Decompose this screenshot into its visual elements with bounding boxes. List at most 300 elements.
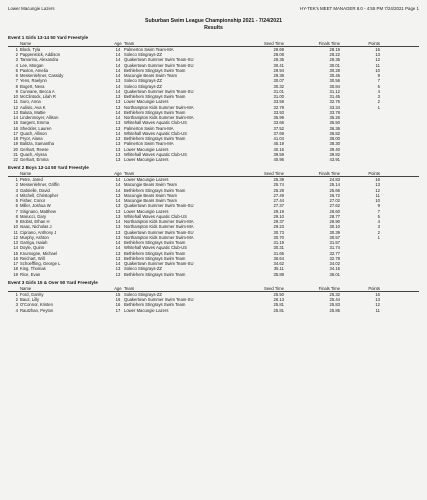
age-cell: 13 xyxy=(115,151,121,157)
finals-time-cell: 30.45 xyxy=(329,73,340,79)
swimmer-name-cell: Cipriano, Anthony J xyxy=(20,229,57,235)
points-cell: 1 xyxy=(377,234,380,240)
age-cell: 13 xyxy=(115,94,121,100)
points-cell: 7 xyxy=(377,78,380,84)
team-cell: Bethlehem Stingrays Swim Team xyxy=(124,67,186,73)
swimmer-name-cell: Bauz, Lilly xyxy=(20,297,40,303)
points-cell: 9 xyxy=(377,203,380,209)
swimmer-name-cell: Marucci, Gary xyxy=(20,213,47,219)
team-cell: Northampton Kids Summer Swim-MA xyxy=(124,234,194,240)
points-cell: 9 xyxy=(377,73,380,79)
age-cell: 14 xyxy=(115,219,121,225)
column-header-seed-time: Seed Time xyxy=(263,285,284,291)
team-cell: Bethlehem Stingrays Swim Team xyxy=(124,302,186,308)
finals-time-cell: 31.12 xyxy=(329,88,340,94)
place-cell: 15 xyxy=(13,120,18,126)
team-cell: Whitehall Waves Aquatic Club-US xyxy=(124,213,187,219)
place-cell: 6 xyxy=(15,73,18,79)
event-section xyxy=(8,35,419,162)
events-container xyxy=(8,35,419,313)
age-cell: 14 xyxy=(115,130,121,136)
age-cell: 14 xyxy=(115,52,121,58)
team-cell: Northampton Kids Summer Swim-MA xyxy=(124,224,194,230)
seed-time-cell: 36.64 xyxy=(273,255,284,261)
place-cell: 11 xyxy=(13,99,18,105)
age-cell: 14 xyxy=(115,240,121,246)
column-header-age: Age xyxy=(114,40,122,46)
place-cell: 11 xyxy=(13,229,18,235)
team-cell: Lower Macungie Lazers xyxy=(124,177,169,183)
column-header-finals-time: Finals Time xyxy=(318,285,340,291)
swimmer-name-cell: Rautzhan, Peyton xyxy=(20,307,54,313)
age-cell: 13 xyxy=(115,203,121,209)
column-header-seed-time: Seed Time xyxy=(263,170,284,176)
place-cell: 10 xyxy=(13,94,18,100)
swimmer-name-cell: Messenlehner, Griffin xyxy=(20,182,60,188)
team-cell: Quakertown Summer Swim Team-SU xyxy=(124,62,194,68)
page-header xyxy=(8,6,419,12)
seed-time-cell: 30.32 xyxy=(273,83,284,89)
header-spacer xyxy=(8,286,20,291)
finals-time-cell: 35.26 xyxy=(329,115,340,121)
team-cell: Lower Macungie Lazers xyxy=(124,99,169,105)
age-cell: 14 xyxy=(115,177,121,183)
finals-time-cell: 28.60 xyxy=(329,208,340,214)
event-title: Event 1 Girls 13-14 50 Yard Freestyle xyxy=(8,35,89,40)
column-header-age: Age xyxy=(114,170,122,176)
swimmer-name-cell: Baluta, Mattie xyxy=(20,109,46,115)
header-spacer xyxy=(8,171,20,176)
finals-time-cell: 36.01 xyxy=(329,271,340,277)
place-cell: 17 xyxy=(13,261,18,267)
age-cell: 14 xyxy=(115,88,121,94)
place-cell: 18 xyxy=(13,266,18,272)
seed-time-cell: 25.81 xyxy=(273,307,284,313)
place-cell: 16 xyxy=(13,255,18,261)
finals-time-cell: 25.85 xyxy=(329,307,340,313)
age-cell: 13 xyxy=(115,208,121,214)
points-cell: 4 xyxy=(377,88,380,94)
team-cell: Quakertown Summer Swim Team-SU xyxy=(124,203,194,209)
result-row xyxy=(8,157,419,162)
event-section xyxy=(8,165,419,277)
place-cell: 19 xyxy=(13,271,18,277)
swimmer-name-cell: Suro, Anna xyxy=(20,99,41,105)
swimmer-name-cell: Ford, Garrity xyxy=(20,291,44,297)
swimmer-name-cell: Sirignano, Matthew xyxy=(20,208,56,214)
swimmer-name-cell: Knumogne, Michael xyxy=(20,250,58,256)
team-cell: Quakertown Summer Swim Team-SU xyxy=(124,57,194,63)
swimmer-name-cell: Lindenmoyer, Allison xyxy=(20,115,59,121)
seed-time-cell: 32.79 xyxy=(273,104,284,110)
place-cell: 12 xyxy=(13,234,18,240)
swimmer-name-cell: O'Connor, Kristen xyxy=(20,302,53,308)
age-cell: 13 xyxy=(115,229,121,235)
team-cell: Bethlehem Stingrays Swim Team xyxy=(124,255,186,261)
swimmer-name-cell: Miller, Joshua W xyxy=(20,203,51,209)
finals-time-cell: 25.32 xyxy=(329,291,340,297)
team-cell: Lower Macungie Lazers xyxy=(124,307,169,313)
swimmer-name-cell: Cunnane, Becca A xyxy=(20,88,55,94)
seed-time-cell: 30.31 xyxy=(273,245,284,251)
seed-time-cell: 30.73 xyxy=(273,229,284,235)
team-cell: Bethlehem Stingrays Swim Team xyxy=(124,109,186,115)
points-cell: 10 xyxy=(375,198,380,204)
swimmer-name-cell: Messenlehner, Cassidy xyxy=(20,73,64,79)
place-cell: 4 xyxy=(15,307,18,313)
age-cell: 13 xyxy=(115,255,121,261)
header-software: HY-TEK's MEET MANAGER 8.0 - 4:55 PM 7/24/2021 Page 1 xyxy=(300,6,419,11)
team-cell: Lower Macungie Lazers xyxy=(124,208,169,214)
seed-time-cell: 25.50 xyxy=(273,291,284,297)
team-cell: Macungie Bears Swim Team xyxy=(124,198,177,204)
team-cell: Soleco Stingrays-ZZ xyxy=(124,83,162,89)
finals-time-cell: 36.36 xyxy=(329,125,340,131)
meet-title: Suburban Swim League Championship 2021 - 7/24/2021 xyxy=(145,18,282,24)
place-cell: 1 xyxy=(15,177,18,183)
column-header-finals-time: Finals Time xyxy=(318,40,340,46)
age-cell: 13 xyxy=(115,157,121,163)
finals-time-cell: 38.00 xyxy=(329,136,340,142)
points-cell: 7 xyxy=(377,208,380,214)
seed-time-cell: 40.96 xyxy=(273,157,284,163)
age-cell: 17 xyxy=(115,307,121,313)
age-cell: 16 xyxy=(115,302,121,308)
age-cell: 13 xyxy=(115,125,121,131)
team-cell: Macungie Bears Swim Team xyxy=(124,182,177,188)
team-cell: Bethlehem Stingrays Swim Team xyxy=(124,94,186,100)
age-cell: 13 xyxy=(115,213,121,219)
place-cell: 10 xyxy=(13,224,18,230)
swimmer-name-cell: Pappenstick, Addison xyxy=(20,52,61,58)
column-header-age: Age xyxy=(114,285,122,291)
age-cell: 14 xyxy=(115,261,121,267)
finals-time-cell: 24.83 xyxy=(329,177,340,183)
place-cell: 7 xyxy=(15,78,18,84)
swimmer-name-cell: Pryor, Alana xyxy=(20,136,43,142)
age-cell: 13 xyxy=(115,78,121,84)
team-cell: Northampton Kids Summer Swim-MA xyxy=(124,115,194,121)
seed-time-cell: 29.69 xyxy=(273,46,284,52)
seed-time-cell: 29.19 xyxy=(273,208,284,214)
column-header-points: Points xyxy=(368,40,380,46)
team-cell: Quakertown Summer Swim Team-SU xyxy=(124,88,194,94)
points-cell: 12 xyxy=(375,57,380,63)
team-cell: Northampton Kids Summer Swim-MA xyxy=(124,219,194,225)
finals-time-cell: 25.14 xyxy=(329,182,340,188)
points-cell: 2 xyxy=(377,229,380,235)
points-cell: 3 xyxy=(377,94,380,100)
header-spacer xyxy=(8,41,20,46)
points-cell: 16 xyxy=(375,291,380,297)
finals-time-cell: 31.45 xyxy=(329,94,340,100)
points-cell: 4 xyxy=(377,219,380,225)
points-cell: 12 xyxy=(375,302,380,308)
swimmer-name-cell: Tamorino, Alexandra xyxy=(20,57,59,63)
age-cell: 14 xyxy=(115,115,121,121)
seed-time-cell: 45.19 xyxy=(273,141,284,147)
seed-time-cell: 29.37 xyxy=(273,219,284,225)
age-cell: 16 xyxy=(115,297,121,303)
finals-time-cell: 33.78 xyxy=(329,109,340,115)
team-cell: Macungie Bears Swim Team xyxy=(124,192,177,198)
age-cell: 13 xyxy=(115,192,121,198)
points-cell: 13 xyxy=(375,297,380,303)
seed-time-cell: 28.35 xyxy=(273,57,284,63)
swimmer-name-cell: Paxton, Amelia xyxy=(20,67,48,73)
points-cell: 11 xyxy=(375,192,380,198)
age-cell: 13 xyxy=(115,271,121,277)
age-cell: 15 xyxy=(115,291,121,297)
team-cell: Quakertown Summer Swim Team-SU xyxy=(124,261,194,267)
column-header-team: Team xyxy=(124,170,135,176)
swimmer-name-cell: Doyle, Quinn xyxy=(20,245,45,251)
points-cell xyxy=(340,272,380,277)
team-cell: Palmerton Swim Team-MA xyxy=(124,125,174,131)
seed-time-cell: 27.44 xyxy=(273,198,284,204)
finals-time-cell: 27.02 xyxy=(329,198,340,204)
age-cell: 14 xyxy=(115,62,121,68)
team-cell: Bethlehem Stingrays Swim Team xyxy=(124,187,186,193)
swimmer-name-cell: Isaac, Nicholas J xyxy=(20,224,52,230)
seed-time-cell: 33.59 xyxy=(273,99,284,105)
seed-time-cell: 29.94 xyxy=(273,67,284,73)
place-cell: 1 xyxy=(15,46,18,52)
points-cell: 11 xyxy=(375,62,380,68)
points-cell: 13 xyxy=(375,182,380,188)
place-cell: 5 xyxy=(15,67,18,73)
finals-time-cell: 28.22 xyxy=(329,52,340,58)
finals-time-cell: 32.77 xyxy=(329,250,340,256)
place-cell: 14 xyxy=(13,245,18,251)
finals-time-cell: 27.62 xyxy=(329,203,340,209)
age-cell: 13 xyxy=(115,136,121,142)
place-cell: 3 xyxy=(15,57,18,63)
team-cell: Northampton Kids Summer Swim-MA xyxy=(124,104,194,110)
event-section xyxy=(8,280,419,313)
points-cell: 16 xyxy=(375,177,380,183)
age-cell: 13 xyxy=(115,146,121,152)
team-cell: Bethlehem Stingrays Swim Team xyxy=(124,240,186,246)
finals-time-cell: 34.15 xyxy=(329,266,340,272)
place-cell: 13 xyxy=(13,240,18,246)
swimmer-name-cell: Bogert, Neva xyxy=(20,83,45,89)
seed-time-cell: 39.59 xyxy=(273,151,284,157)
seed-time-cell: 25.81 xyxy=(273,302,284,308)
seed-time-cell: 33.93 xyxy=(273,109,284,115)
team-cell: Soleco Stingrays-ZZ xyxy=(124,291,162,297)
team-cell: Bethlehem Stingrays Swim Team xyxy=(124,136,186,142)
finals-time-cell: 25.83 xyxy=(329,302,340,308)
seed-time-cell: 26.13 xyxy=(273,297,284,303)
team-cell: Bethlehem Stingrays Swim Team xyxy=(124,250,186,256)
column-header-name: Name xyxy=(20,170,32,176)
place-cell: 15 xyxy=(13,250,18,256)
swimmer-name-cell: Gerhart, Emma xyxy=(20,157,49,163)
finals-time-cell: 25.44 xyxy=(329,297,340,303)
team-cell: Soleco Stingrays-ZZ xyxy=(124,52,162,58)
finals-time-cell: 32.78 xyxy=(329,255,340,261)
place-cell: 16 xyxy=(13,125,18,131)
finals-time-cell: 26.72 xyxy=(329,192,340,198)
finals-time-cell: 30.57 xyxy=(329,234,340,240)
seed-time-cell: 30.07 xyxy=(273,78,284,84)
swimmer-name-cell: Petre, Jared xyxy=(20,177,43,183)
swimmer-name-cell: Sheckler, Lauren xyxy=(20,125,52,131)
column-header-team: Team xyxy=(124,40,135,46)
column-header-finals-time: Finals Time xyxy=(318,170,340,176)
place-cell: 7 xyxy=(15,208,18,214)
result-row xyxy=(8,272,419,277)
seed-time-cell: 25.74 xyxy=(273,182,284,188)
seed-time-cell: 28.08 xyxy=(273,52,284,58)
points-cell: 3 xyxy=(377,224,380,230)
seed-time-cell: 41.04 xyxy=(273,136,284,142)
age-cell: 13 xyxy=(115,266,121,272)
swimmer-name-cell: Gabrielle, David xyxy=(20,187,50,193)
column-header-name: Name xyxy=(20,40,32,46)
age-cell: 14 xyxy=(115,83,121,89)
team-cell: Soleco Stingrays-ZZ xyxy=(124,266,162,272)
swimmer-name-cell: Schoeffling, George L xyxy=(20,261,61,267)
age-cell: 13 xyxy=(115,141,121,147)
swimmer-name-cell: Aulisio, Ava K xyxy=(20,104,46,110)
points-cell: 12 xyxy=(375,187,380,193)
place-cell: 2 xyxy=(15,182,18,188)
finals-time-cell: 28.77 xyxy=(329,213,340,219)
seed-time-cell: 25.28 xyxy=(273,187,284,193)
column-header-name: Name xyxy=(20,285,32,291)
age-cell: 14 xyxy=(115,46,121,52)
place-cell: 17 xyxy=(13,130,18,136)
seed-time-cell: 30.70 xyxy=(273,234,284,240)
seed-time-cell: 35.11 xyxy=(273,266,284,272)
swimmer-name-cell: Murphy, Ashton xyxy=(20,234,49,240)
points-cell: 5 xyxy=(377,213,380,219)
place-cell: 22 xyxy=(13,157,18,163)
finals-time-cell: 39.40 xyxy=(329,146,340,152)
finals-time-cell: 32.76 xyxy=(329,99,340,105)
age-cell: 14 xyxy=(115,109,121,115)
results-subtitle: Results xyxy=(204,25,223,31)
finals-time-cell: 34.02 xyxy=(329,261,340,267)
finals-time-cell: 33.34 xyxy=(329,104,340,110)
seed-time-cell: 40.16 xyxy=(273,146,284,152)
place-cell: 19 xyxy=(13,141,18,147)
seed-time-cell: 29.38 xyxy=(273,73,284,79)
seed-time-cell: 31.65 xyxy=(273,250,284,256)
age-cell: 14 xyxy=(115,73,121,79)
seed-time-cell: 37.52 xyxy=(273,125,284,131)
seed-time-cell: 27.49 xyxy=(273,192,284,198)
age-cell: 14 xyxy=(115,245,121,251)
team-cell: Whitehall Waves Aquatic Club-US xyxy=(124,245,187,251)
place-cell: 8 xyxy=(15,83,18,89)
finals-time-cell: 38.30 xyxy=(329,141,340,147)
seed-time-cell: 31.00 xyxy=(273,94,284,100)
place-cell: 3 xyxy=(15,302,18,308)
finals-time-cell: 25.66 xyxy=(329,187,340,193)
place-cell: 2 xyxy=(15,297,18,303)
swimmer-name-cell: Brobst, Ethan H xyxy=(20,219,50,225)
swimmer-name-cell: King, Thomas xyxy=(20,266,46,272)
seed-time-cell: 29.23 xyxy=(273,224,284,230)
seed-time-cell: 34.62 xyxy=(273,261,284,267)
place-cell: 1 xyxy=(15,291,18,297)
place-cell: 12 xyxy=(13,104,18,110)
points-cell: 16 xyxy=(375,46,380,52)
team-cell: Macungie Bears Swim Team xyxy=(124,73,177,79)
seed-time-cell: 35.99 xyxy=(273,115,284,121)
points-cell: 11 xyxy=(375,307,380,313)
seed-time-cell: 30.41 xyxy=(273,62,284,68)
team-cell: Palmerton Swim Team-MA xyxy=(124,141,174,147)
place-cell: 13 xyxy=(13,109,18,115)
finals-time-cell: 30.56 xyxy=(329,78,340,84)
place-cell: 8 xyxy=(15,213,18,219)
swimmer-name-cell: Sargent, Emma xyxy=(20,120,50,126)
age-cell: 14 xyxy=(115,67,121,73)
swimmer-name-cell: Quach, Alyssa xyxy=(20,151,47,157)
swimmer-name-cell: Rice, Evan xyxy=(20,271,41,277)
team-cell: Quakertown Summer Swim Team-SU xyxy=(124,297,194,303)
points-cell: 5 xyxy=(377,83,380,89)
finals-time-cell: 35.50 xyxy=(329,120,340,126)
finals-time-cell: 30.39 xyxy=(329,229,340,235)
column-header-seed-time: Seed Time xyxy=(263,40,284,46)
header-team: Lower Macungie Lazers xyxy=(8,6,55,11)
team-cell: Whitehall Waves Aquatic Club-US xyxy=(124,120,187,126)
age-cell: 13 xyxy=(115,120,121,126)
team-cell: Whitehall Waves Aquatic Club-US xyxy=(124,151,187,157)
place-cell: 3 xyxy=(15,187,18,193)
seed-time-cell: 29.10 xyxy=(273,213,284,219)
place-cell: 2 xyxy=(15,52,18,58)
result-row xyxy=(8,308,419,313)
column-header-points: Points xyxy=(368,170,380,176)
finals-time-cell: 30.10 xyxy=(329,224,340,230)
place-cell: 5 xyxy=(15,198,18,204)
swimmer-name-cell: Garriga, Isaiah xyxy=(20,240,48,246)
place-cell: 4 xyxy=(15,192,18,198)
finals-time-cell: 31.74 xyxy=(329,245,340,251)
place-cell: 4 xyxy=(15,62,18,68)
swimmer-name-cell: Yens, Raelynn xyxy=(20,78,47,84)
place-cell: 14 xyxy=(13,115,18,121)
seed-time-cell: 37.69 xyxy=(273,130,284,136)
swimmer-name-cell: Mitchell, Christopher xyxy=(20,192,59,198)
finals-time-cell: 28.90 xyxy=(329,219,340,225)
team-cell: Quakertown Summer Swim Team-SU xyxy=(124,229,194,235)
seed-time-cell: 35.88 xyxy=(273,271,284,277)
team-cell: Soleco Stingrays-ZZ xyxy=(124,78,162,84)
swimmer-name-cell: Block, Tyla xyxy=(20,46,41,52)
column-header-team: Team xyxy=(124,285,135,291)
swimmer-name-cell: Gerhart, Reese xyxy=(20,146,49,152)
place-cell: 18 xyxy=(13,136,18,142)
event-title: Event 2 Boys 13-14 50 Yard Freestyle xyxy=(8,165,89,171)
team-cell: Lower Macungie Lazers xyxy=(124,146,169,152)
document-titles xyxy=(8,18,419,32)
team-cell: Whitehall Waves Aquatic Club-US xyxy=(124,130,187,136)
finals-time-cell: 43.91 xyxy=(329,157,340,163)
finals-time-cell: 30.01 xyxy=(329,62,340,68)
points-cell xyxy=(340,157,380,162)
points-cell: 13 xyxy=(375,52,380,58)
swimmer-name-cell: Fisher, Conor xyxy=(20,198,46,204)
points-cell: 1 xyxy=(377,104,380,110)
finals-time-cell: 30.28 xyxy=(329,67,340,73)
